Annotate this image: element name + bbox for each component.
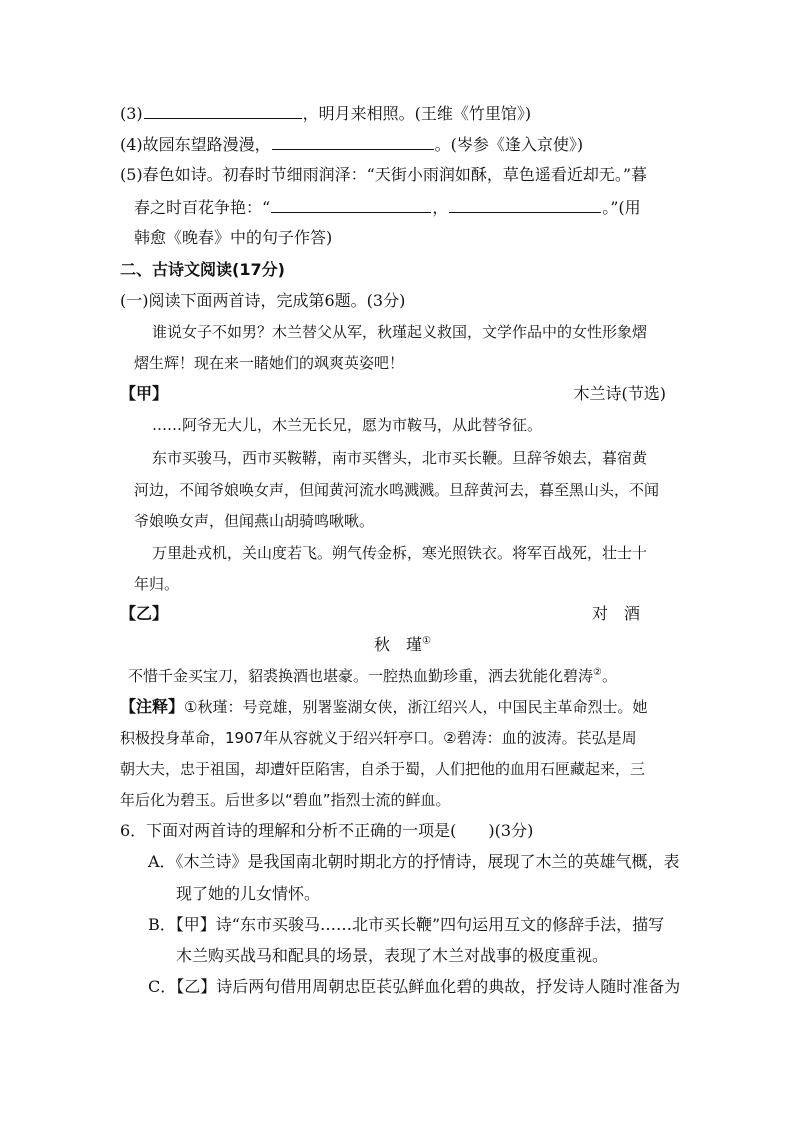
section-2-title: 二、古诗文阅读(17分) <box>120 260 285 279</box>
q5-comma: ， <box>432 198 449 217</box>
intro-line-2: 熠生辉！现在来一睹她们的飒爽英姿吧！ <box>134 354 405 372</box>
fill-question-3 <box>120 102 531 125</box>
poem-jia-label: 【甲】 <box>120 384 169 403</box>
poem-jia-line-3: 河边，不闻爷娘唤女声，但闻黄河流水鸣溅溅。旦辞黄河去，暮至黑山头，不闻 <box>134 481 660 499</box>
note-line-2: 积极投身革命，1907年从容就义于绍兴轩亭口。②碧涛：血的波涛。苌弘是周 <box>120 729 637 747</box>
question-6-stem: 6．下面对两首诗的理解和分析不正确的一项是( )(3分) <box>120 821 534 840</box>
intro-line-1: 谁说女子不如男？木兰替父从军，秋瑾起义救国，文学作品中的女性形象熠 <box>152 323 648 341</box>
poem-yi-title: 对 酒 <box>591 604 640 623</box>
fill-question-5-line2 <box>134 196 641 219</box>
note-line-4: 年后化为碧玉。后世多以“碧血”指烈士流的鲜血。 <box>120 791 451 809</box>
poem-jia-line-2: 东市买骏马，西市买鞍鞯，南市买辔头，北市买长鞭。旦辞爷娘去，暮宿黄 <box>152 449 648 467</box>
poem-yi-author <box>374 634 431 656</box>
q4-answer-blank[interactable] <box>272 133 434 150</box>
section-2-sub1: (一)阅读下面两首诗，完成第6题。(3分) <box>120 291 406 310</box>
poem-jia-line-4: 爷娘唤女声，但闻燕山胡骑鸣啾啾。 <box>134 512 375 530</box>
fill-question-4 <box>120 133 583 156</box>
poem-jia-line-5: 万里赴戎机，关山度若飞。朔气传金柝，寒光照铁衣。将军百战死，壮士十 <box>152 544 648 562</box>
option-a-line-2: 现了她的儿女情怀。 <box>176 884 321 903</box>
footnote-mark-1: ① <box>422 635 431 647</box>
poem-jia-line-6: 年归。 <box>134 575 180 593</box>
q5-answer-blank-2[interactable] <box>449 196 601 213</box>
note-line-1 <box>120 696 647 718</box>
option-a-line-1[interactable]: A．《木兰诗》是我国南北朝时期北方的抒情诗，展现了木兰的英雄气概，表 <box>148 852 680 871</box>
note-label: 【注释】 <box>120 697 185 716</box>
poem-jia-title: 木兰诗(节选) <box>573 384 666 403</box>
author-name: 秋 瑾 <box>374 635 423 654</box>
option-b-line-2: 木兰购买战马和配具的场景，表现了木兰对战事的极度重视。 <box>176 946 609 965</box>
fill-question-5-line3: 韩愈《晚春》中的句子作答) <box>134 228 333 247</box>
poem-jia-line-1: ……阿爷无大儿，木兰无长兄，愿为市鞍马，从此替爷征。 <box>152 416 543 434</box>
q3-text: ，明月来相照。(王维《竹里馆》) <box>302 104 532 123</box>
poem-yi-verse <box>128 665 617 687</box>
q3-number: (3) <box>120 104 143 123</box>
footnote-mark-2: ② <box>593 667 602 678</box>
q4-text: (4)故园东望路漫漫， <box>120 135 271 154</box>
option-b-line-1[interactable]: B．【甲】诗“东市买骏马……北市买长鞭”四句运用互文的修辞手法，描写 <box>148 915 665 934</box>
verse-end: 。 <box>601 667 617 685</box>
option-c-line-1[interactable]: C．【乙】诗后两句借用周朝忠臣苌弘鲜血化碧的典故，抒发诗人随时准备为 <box>148 977 681 996</box>
poem-yi-label: 【乙】 <box>120 604 169 623</box>
q5-text-post: 。”(用 <box>602 198 641 217</box>
q3-answer-blank[interactable] <box>144 102 302 119</box>
q5-text-pre: 春之时百花争艳：“ <box>134 198 271 217</box>
q4-source: 。(岑参《逢入京使》) <box>434 135 584 154</box>
q5-answer-blank-1[interactable] <box>271 196 431 213</box>
verse-text: 不惜千金买宝刀，貂裘换酒也堪豪。一腔热血勤珍重，洒去犹能化碧涛 <box>128 667 594 685</box>
note-text-1: ①秋瑾：号竞雄，别署鉴湖女侠，浙江绍兴人，中国民主革命烈士。她 <box>184 698 648 716</box>
note-line-3: 朝大夫，忠于祖国，却遭奸臣陷害，自杀于蜀，人们把他的血用石匣藏起来，三 <box>120 760 646 778</box>
fill-question-5-line1: (5)春色如诗。初春时节细雨润泽：“天街小雨润如酥，草色遥看近却无。”暮 <box>120 165 648 184</box>
